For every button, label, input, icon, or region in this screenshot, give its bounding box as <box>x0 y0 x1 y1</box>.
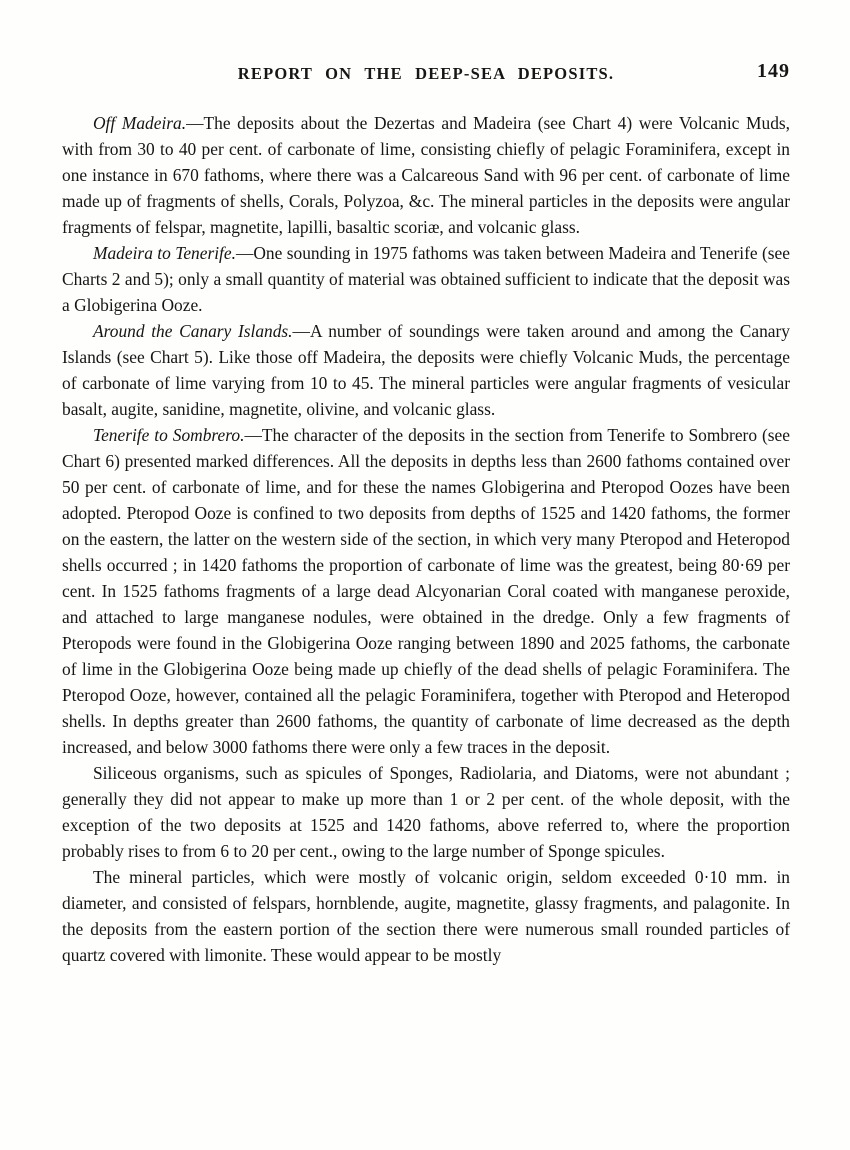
paragraph-off-madeira <box>62 110 790 240</box>
page-content <box>62 62 790 968</box>
section-lead-madeira-to-tenerife: Madeira to Tenerife. <box>93 243 236 263</box>
paragraph-siliceous-organisms <box>62 760 790 864</box>
page-number: 149 <box>757 60 790 82</box>
running-header-title: REPORT ON THE DEEP-SEA DEPOSITS. <box>237 64 615 83</box>
paragraph-around-canary-islands <box>62 318 790 422</box>
section-lead-tenerife-to-sombrero: Tenerife to Sombrero. <box>93 425 245 445</box>
paragraph-text: —One sounding in 1975 fathoms was taken between Madeira and Tenerife (see Charts 2 and 5); only a small quantity of material was obtained sufficient to indicate that the deposit was a Globigerina Ooze. <box>62 243 790 315</box>
paragraph-text: —The deposits about the Dezertas and Madeira (see Chart 4) were Volcanic Muds, with from 30 to 40 per cent. of carbonate of lime, consisting chiefly of pelagic Foraminifera, except in one instance in 670 fathoms, where there was a Calcareous Sand with 96 per cent. of carbonate of lime made up of fragments of shells, Corals, Polyzoa, &c. The mineral particles in the deposits were angular fragments of felspar, magnetite, lapilli, basaltic scoriæ, and volcanic glass. <box>62 113 791 237</box>
paragraph-madeira-to-tenerife <box>62 240 790 318</box>
paragraph-text: Siliceous organisms, such as spicules of Sponges, Radiolaria, and Diatoms, were not abundant ; generally they did not appear to make up more than 1 or 2 per cent. of the whole deposit, with the exception of the two deposits at 1525 and 1420 fathoms, above referred to, where the proportion probably rises to from 6 to 20 per cent., owing to the large number of Sponge spicules. <box>62 763 790 861</box>
running-header <box>62 62 790 86</box>
paragraph-text: —A number of soundings were taken around and among the Canary Islands (see Chart 5). Like those off Madeira, the deposits were chiefly Volcanic Muds, the percentage of carbonate of lime varying from 10 to 45. The mineral particles were angular fragments of vesicular basalt, augite, sanidine, magnetite, olivine, and volcanic glass. <box>62 321 790 419</box>
paragraph-mineral-particles <box>62 864 790 968</box>
section-lead-off-madeira: Off Madeira. <box>93 113 187 133</box>
paragraph-text: —The character of the deposits in the section from Tenerife to Sombrero (see Chart 6) presented marked differences. All the deposits in depths less than 2600 fathoms contained over 50 per cent. of carbonate of lime, and for these the names Globigerina and Pteropod Oozes have been adopted. Pteropod Ooze is confined to two deposits from depths of 1525 and 1420 fathoms, the former on the eastern, the latter on the western side of the section, in which very many Pteropod and Heteropod shells occurred ; in 1420 fathoms the proportion of carbonate of lime was the greatest, being 80·69 per cent. In 1525 fathoms fragments of a large dead Alcyonarian Coral coated with manganese peroxide, and attached to large manganese nodules, were obtained in the dredge. Only a few fragments of Pteropods were found in the Globigerina Ooze ranging between 1890 and 2025 fathoms, the carbonate of lime in the Globigerina Ooze being made up chiefly of the dead shells of pelagic Foraminifera. The Pteropod Ooze, however, contained all the pelagic Foraminifera, together with Pteropod and Heteropod shells. In depths greater than 2600 fathoms, the quantity of carbonate of lime decreased as the depth increased, and below 3000 fathoms there were only a few traces in the deposit. <box>62 425 790 757</box>
paragraph-tenerife-to-sombrero <box>62 422 790 760</box>
section-lead-around-canary-islands: Around the Canary Islands. <box>93 321 293 341</box>
page-body <box>62 110 790 968</box>
paragraph-text: The mineral particles, which were mostly of volcanic origin, seldom exceeded 0·10 mm. in diameter, and consisted of felspars, hornblende, augite, magnetite, glassy fragments, and palagonite. In the deposits from the eastern portion of the section there were numerous small rounded particles of quartz covered with limonite. These would appear to be mostly <box>62 867 790 965</box>
